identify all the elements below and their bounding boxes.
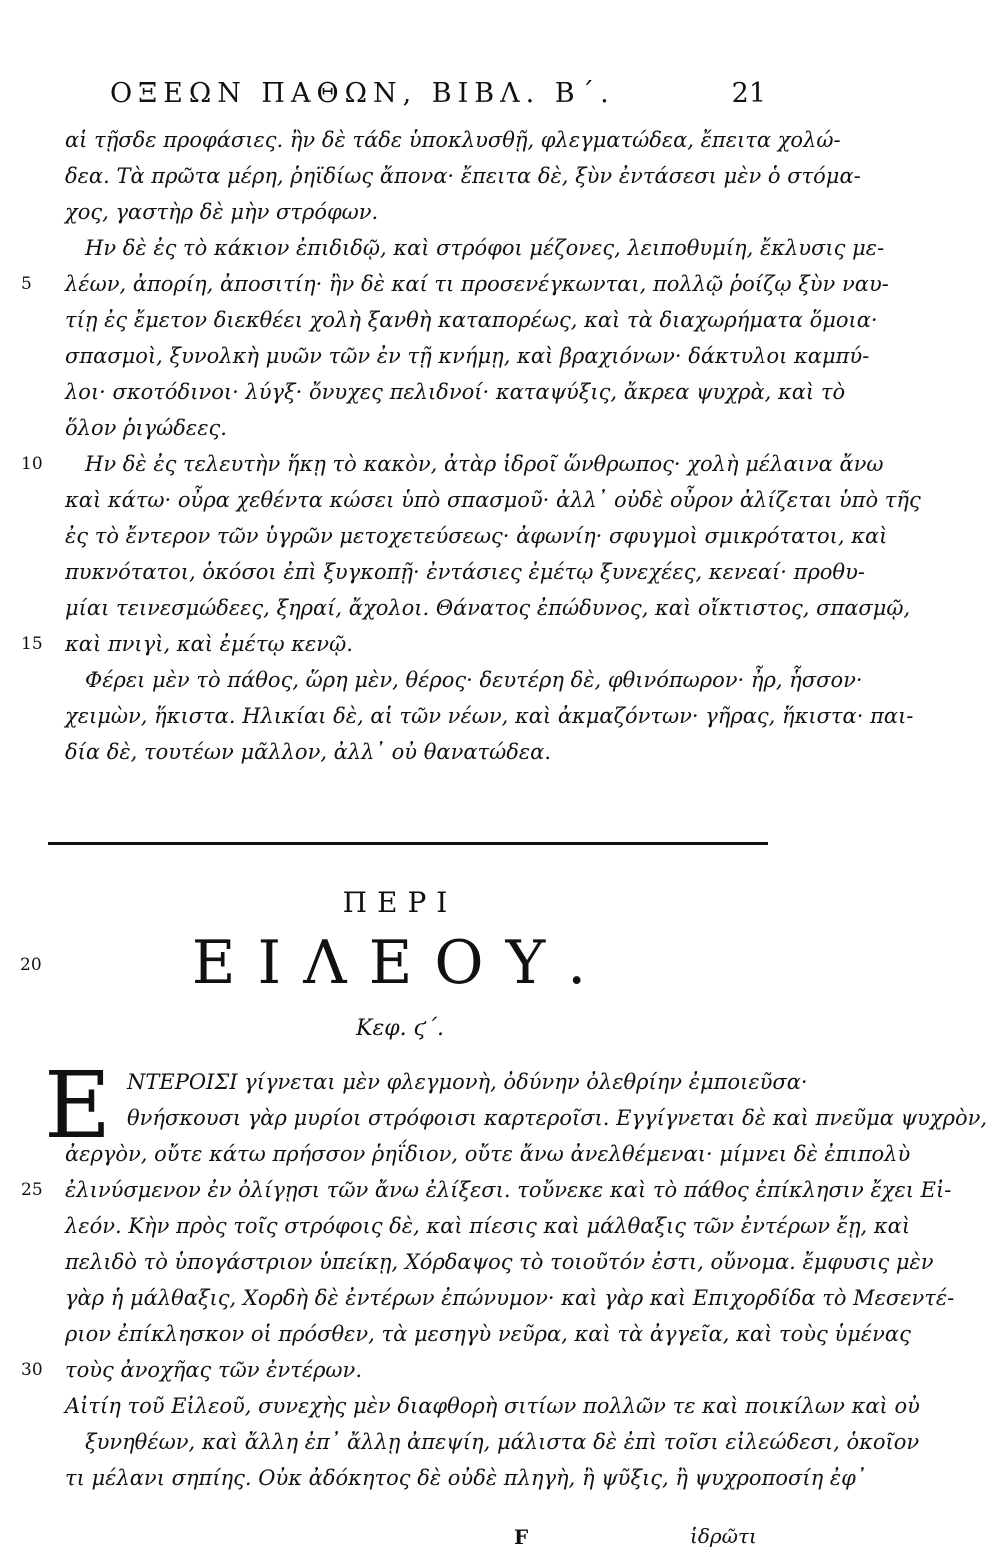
chapter-heading: Κεφ. ϛ΄. bbox=[356, 1016, 444, 1041]
line-text: γὰρ ἡ μάλθαξις, Χορδὴ δὲ ἐντέρων ἐπώνυμον· καὶ γὰρ καὶ Επιχορδίδα τὸ Μεσεντέ- bbox=[65, 1286, 955, 1310]
text-line bbox=[21, 446, 884, 482]
line-text: χειμὼν, ἥκιστα. Ηλικίαι δὲ, αἱ τῶν νέων, καὶ ἀκμαζόντων· γῆρας, ἥκιστα· παι- bbox=[65, 704, 914, 728]
line-text: Φέρει μὲν τὸ πάθος, ὥρη μὲν, θέρος· δευτέρη δὲ, φθινόπωρον· ἦρ, ἧσσον· bbox=[85, 668, 863, 692]
line-text: τοὺς ἀνοχῆας τῶν ἐντέρων. bbox=[65, 1358, 362, 1382]
text-line bbox=[65, 698, 914, 734]
text-line bbox=[65, 554, 865, 590]
text-line bbox=[65, 1424, 920, 1460]
line-text: τι μέλανι σηπίης. Οὐκ ἀδόκητος δὲ οὐδὲ πληγὴ, ἢ ψῦξις, ἢ ψυχροποσίη ἐφ᾿ bbox=[65, 1466, 867, 1490]
line-text: Ην δὲ ἐς τὸ κάκιον ἐπιδιδῷ, καὶ στρόφοι μέζονες, λειποθυμίη, ἔκλυσις με- bbox=[85, 236, 885, 260]
line-text: ΝΤΕΡΟΙΣΙ γίγνεται μὲν φλεγμονὴ, ὀδύνην ὀλεθρίην ἐμποιεῦσα· bbox=[127, 1070, 808, 1094]
text-line bbox=[65, 410, 765, 446]
line-text: πυκνότατοι, ὁκόσοι ἐπὶ ξυγκοπῇ· ἐντάσιες ἐμέτῳ ξυνεχέες, κενεαί· προθυ- bbox=[65, 560, 865, 584]
text-block-section-end bbox=[21, 122, 921, 770]
text-line bbox=[65, 1100, 987, 1136]
line-number: 20 bbox=[20, 955, 42, 975]
line-text: λέων, ἀπορίη, ἀποσιτίη· ἢν δὲ καί τι προσενέγκωνται, πολλῷ ῥοίζῳ ξὺν ναυ- bbox=[65, 272, 889, 296]
line-number: 25 bbox=[21, 1180, 43, 1200]
section-title: ΕΙΛΕΟΥ. bbox=[191, 928, 609, 998]
line-text: καὶ πνιγὶ, καὶ ἐμέτῳ κενῷ. bbox=[65, 632, 353, 656]
line-number: 15 bbox=[21, 634, 43, 654]
catchword: ἱδρῶτι bbox=[690, 1524, 757, 1548]
line-text: πελιδὸ τὸ ὑπογάστριον ὑπείκῃ, Χόρδαψος τὸ τοιοῦτόν ἐστι, οὔνομα. ἔμφυσις μὲν bbox=[65, 1250, 934, 1274]
text-line bbox=[65, 734, 765, 770]
text-line bbox=[65, 518, 888, 554]
line-number: 10 bbox=[21, 454, 43, 474]
text-line bbox=[65, 1244, 934, 1280]
text-line bbox=[65, 1208, 911, 1244]
text-line bbox=[21, 266, 889, 302]
line-text: σπασμοὶ, ξυνολκὴ μυῶν τῶν ἐν τῇ κνήμῃ, καὶ βραχιόνων· δάκτυλοι καμπύ- bbox=[65, 344, 870, 368]
line-text: Ην δὲ ἐς τελευτὴν ἥκῃ τὸ κακὸν, ἀτὰρ ἱδροῖ ὥνθρωπος· χολὴ μέλαινα ἄνω bbox=[85, 452, 884, 476]
line-text: χος, γαστὴρ δὲ μὴν στρόφων. bbox=[65, 200, 379, 224]
line-text: τίῃ ἐς ἔμετον διεκθέει χολὴ ξανθὴ καταπορέως, καὶ τὰ διαχωρήματα ὅμοια· bbox=[65, 308, 878, 332]
text-line bbox=[65, 1460, 867, 1496]
line-text: θνήσκουσι γὰρ μυρίοι στρόφοισι καρτεροῖσι. Εγγίγνεται δὲ καὶ πνεῦμα ψυχρὸν, bbox=[127, 1106, 987, 1130]
text-line bbox=[65, 122, 841, 158]
text-line bbox=[21, 1352, 765, 1388]
section-heading-peri: ΠΕΡΙ bbox=[342, 886, 458, 919]
text-line bbox=[65, 194, 765, 230]
line-text: ξυνηθέων, καὶ ἄλλη ἐπ᾿ ἄλλῃ ἀπεψίη, μάλιστα δὲ ἐπὶ τοῖσι εἰλεώδεσι, ὁκοῖον bbox=[85, 1430, 920, 1454]
text-line bbox=[65, 662, 863, 698]
line-text: αἱ τῇσδε προφάσιες. ἢν δὲ τάδε ὑποκλυσθῇ, φλεγματώδεα, ἔπειτα χολώ- bbox=[65, 128, 841, 152]
line-text: ἀεργὸν, οὔτε κάτω πρήσσον ῥηΐδιον, οὔτε ἄνω ἀνελθέμεναι· μίμνει δὲ ἐπιπολὺ bbox=[65, 1142, 911, 1166]
line-text: λεόν. Κὴν πρὸς τοῖς στρόφοις δὲ, καὶ πίεσις καὶ μάλθαξις τῶν ἐντέρων ἔῃ, καὶ bbox=[65, 1214, 911, 1238]
text-line bbox=[65, 1136, 911, 1172]
line-number: 30 bbox=[21, 1360, 43, 1380]
text-line bbox=[65, 338, 870, 374]
text-line bbox=[65, 158, 861, 194]
line-text: δεα. Τὰ πρῶτα μέρη, ῥηϊδίως ἄπονα· ἔπειτα δὲ, ξὺν ἐντάσεσι μὲν ὁ στόμα- bbox=[65, 164, 861, 188]
running-head-title: ΟΞΕΩΝ ΠΑΘΩΝ, ΒΙΒΛ. Β΄. bbox=[110, 78, 615, 109]
text-line bbox=[21, 626, 765, 662]
line-number: 5 bbox=[21, 274, 32, 294]
text-line bbox=[65, 1280, 955, 1316]
line-text: ἐς τὸ ἔντερον τῶν ὑγρῶν μετοχετεύσεως· ἀφωνίη· σφυγμοὶ σμικρότατοι, καὶ bbox=[65, 524, 888, 548]
section-divider-rule bbox=[48, 842, 768, 845]
line-text: ὅλον ῥιγώδεες. bbox=[65, 416, 227, 440]
text-line bbox=[65, 482, 921, 518]
signature-mark: F bbox=[514, 1525, 529, 1549]
line-text: ἐλινύσμενον ἐν ὀλίγῃσι τῶν ἄνω ἐλίξεσι. τοὔνεκε καὶ τὸ πάθος ἐπίκλησιν ἔχει Εἰ- bbox=[65, 1178, 952, 1202]
line-text: δία δὲ, τουτέων μᾶλλον, ἀλλ᾿ οὐ θανατώδεα. bbox=[65, 740, 552, 764]
text-line bbox=[65, 374, 846, 410]
text-line bbox=[65, 1064, 808, 1100]
running-head bbox=[110, 78, 770, 118]
text-line bbox=[65, 1388, 920, 1424]
text-line bbox=[65, 302, 878, 338]
text-line bbox=[65, 230, 885, 266]
text-line bbox=[21, 1172, 952, 1208]
text-block-chapter bbox=[21, 1064, 987, 1496]
line-text: ριον ἐπίκλησκον οἱ πρόσθεν, τὰ μεσηγὺ νεῦρα, καὶ τὰ ἀγγεῖα, καὶ τοὺς ὑμένας bbox=[65, 1322, 911, 1346]
line-text: λοι· σκοτόδινοι· λύγξ· ὄνυχες πελιδνοί· καταψύξις, ἄκρεα ψυχρὰ, καὶ τὸ bbox=[65, 380, 846, 404]
text-line bbox=[65, 590, 911, 626]
text-line bbox=[65, 1316, 911, 1352]
line-text: Αἰτίη τοῦ Εἰλεοῦ, συνεχὴς μὲν διαφθορὴ σιτίων πολλῶν τε καὶ ποικίλων καὶ οὐ bbox=[65, 1394, 920, 1418]
drop-cap-initial: Ε bbox=[44, 1052, 112, 1159]
line-text: μίαι τεινεσμώδεες, ξηραί, ἄχολοι. Θάνατος ἐπώδυνος, καὶ οἴκτιστος, σπασμῷ, bbox=[65, 596, 911, 620]
page-number: 21 bbox=[731, 78, 766, 109]
line-text: καὶ κάτω· οὖρα χεθέντα κώσει ὑπὸ σπασμοῦ· ἀλλ᾿ οὐδὲ οὖρον ἀλίζεται ὑπὸ τῆς bbox=[65, 488, 921, 512]
